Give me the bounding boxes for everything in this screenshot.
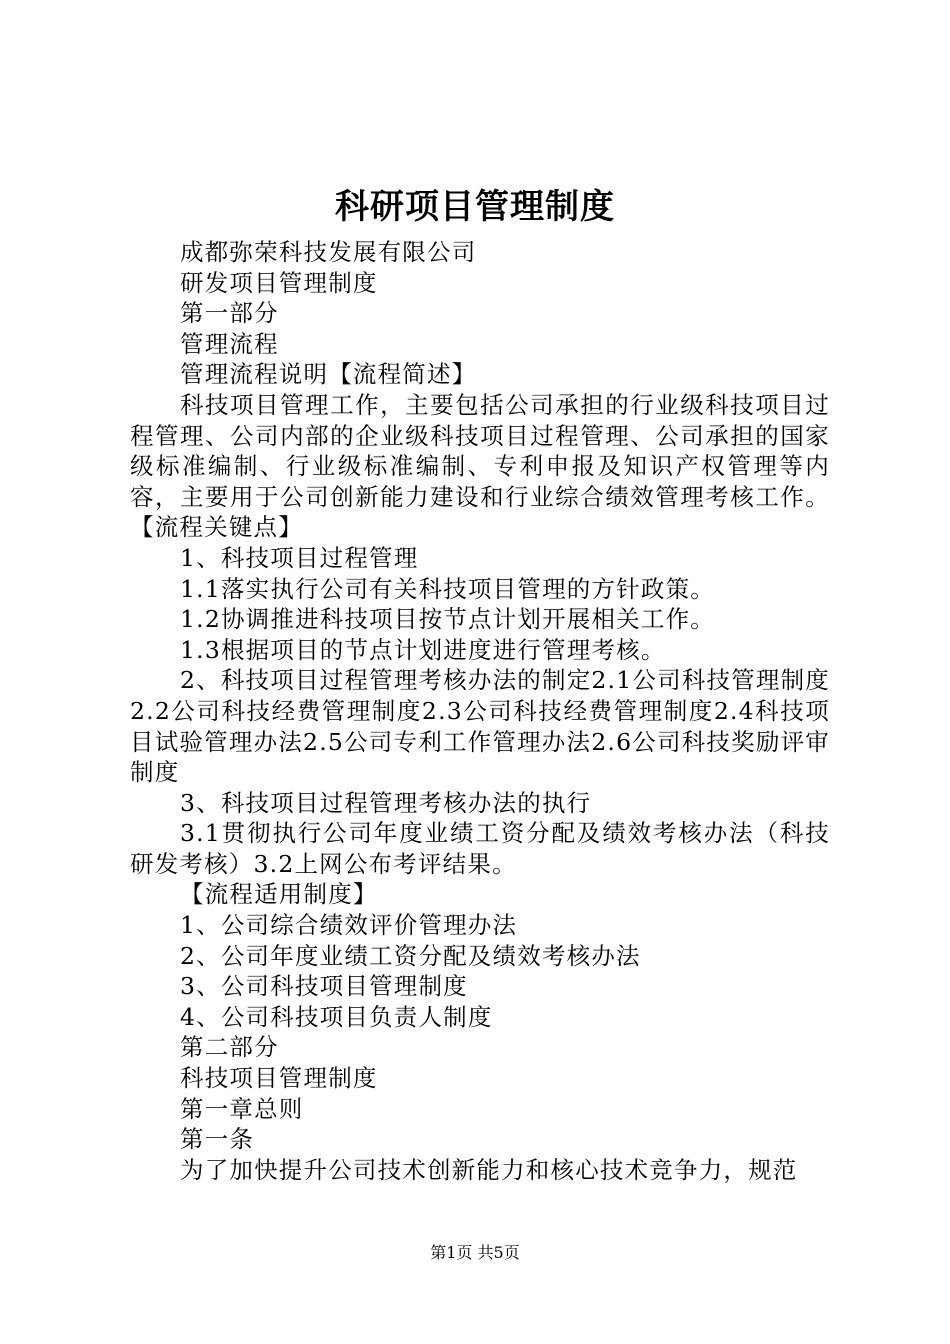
paragraph: 管理流程 (180, 329, 279, 358)
paragraph: 第一章总则 (180, 1094, 304, 1123)
paragraph: 科技项目管理工作，主要包括公司承担的行业级科技项目过程管理、公司内部的企业级科技项目过程管理、公司承担的国家级标准编制、行业级标准编制、专利申报及知识产权管理等内容，主要用于公司创新能力建设和行业综合绩效管理考核工作。【流程关键点】 (130, 390, 830, 542)
page-footer: 第1页 共5页 (430, 1243, 520, 1262)
paragraph: 成都弥荣科技发展有限公司 (180, 238, 477, 266)
paragraph: 第二部分 (180, 1033, 279, 1062)
paragraph: 研发项目管理制度 (180, 268, 378, 297)
paragraph: 1.1落实执行公司有关科技项目管理的方针政策。 (180, 574, 715, 603)
paragraph: 1.2协调推进科技项目按节点计划开展相关工作。 (180, 605, 715, 634)
paragraph: 管理流程说明【流程简述】 (180, 360, 477, 389)
paragraph: 1.3根据项目的节点计划进度进行管理考核。 (180, 635, 666, 664)
paragraph: 第一条 (180, 1125, 255, 1154)
document-title: 科研项目管理制度 (335, 187, 615, 227)
paragraph: 3.1贯彻执行公司年度业绩工资分配及绩效考核办法（科技研发考核）3.2上网公布考评结果。 (130, 819, 830, 878)
paragraph: 1、科技项目过程管理 (180, 543, 419, 572)
paragraph: 2、科技项目过程管理考核办法的制定2.1公司科技管理制度2.2公司科技经费管理制度2.3公司科技经费管理制度2.4科技项目试验管理办法2.5公司专利工作管理办法2.6公司科技奖励评审制度 (130, 666, 830, 787)
paragraph: 为了加快提升公司技术创新能力和核心技术竞争力，规范 (180, 1155, 798, 1184)
document-body (130, 237, 830, 1185)
paragraph: 第一部分 (180, 299, 279, 328)
paragraph: 1、公司综合绩效评价管理办法 (180, 911, 518, 940)
paragraph: 科技项目管理制度 (180, 1064, 378, 1093)
paragraph: 4、公司科技项目负责人制度 (180, 1002, 493, 1031)
paragraph: 2、公司年度业绩工资分配及绩效考核办法 (180, 941, 641, 970)
paragraph: 3、科技项目过程管理考核办法的执行 (180, 788, 592, 817)
paragraph: 【流程适用制度】 (180, 880, 378, 909)
paragraph: 3、公司科技项目管理制度 (180, 972, 468, 1001)
